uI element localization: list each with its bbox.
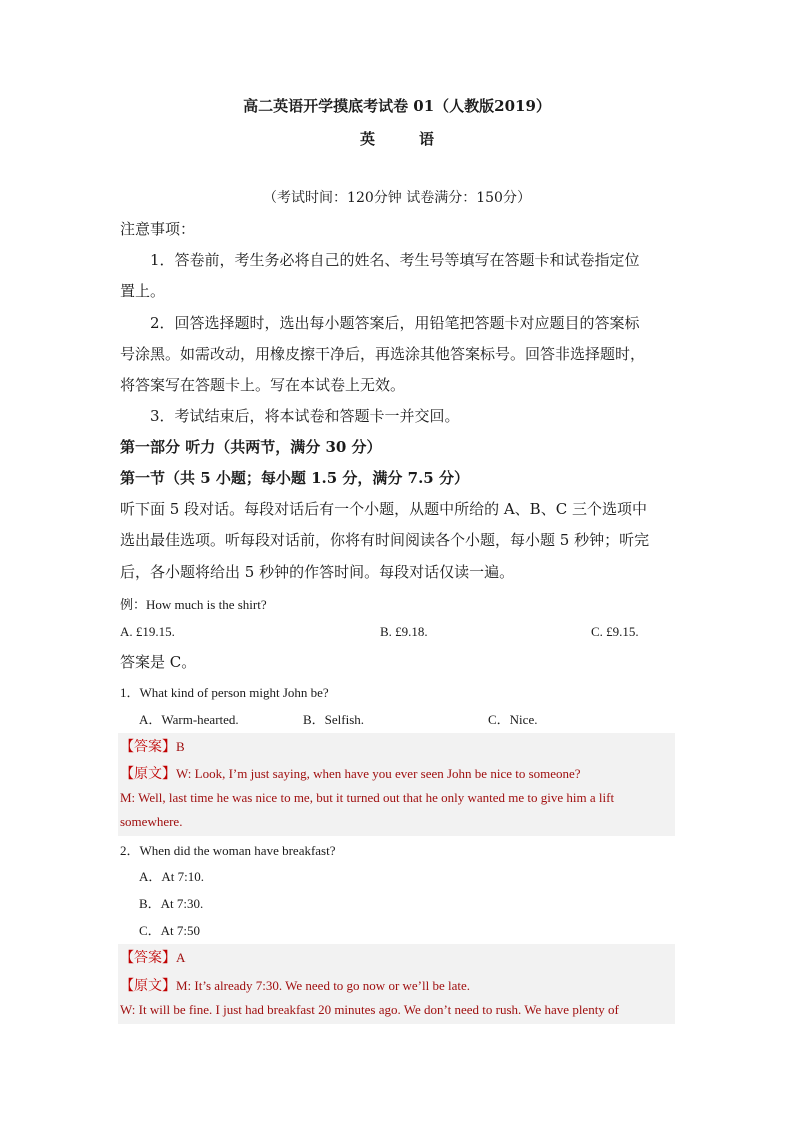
answer-label: 【答案】 — [120, 950, 176, 966]
question-2-option-c: C．At 7:50 — [139, 923, 201, 938]
example-answer: 答案是 C。 — [120, 653, 197, 671]
instruction-line-3: 后，各小题将给出 5 秒钟的作答时间。每段对话仅读一遍。 — [120, 563, 515, 581]
question-1-option-b: B．Selfish. — [303, 712, 365, 727]
question-1-stem: 1．What kind of person might John be? — [120, 685, 329, 700]
subject-char-left: 英 — [359, 130, 375, 148]
example-option-b: B. £9.18. — [380, 624, 428, 639]
instruction-line-2: 选出最佳选项。听每段对话前，你将有时间阅读各个小题，每小题 5 秒钟；听完 — [120, 531, 650, 549]
subject-char-right: 语 — [419, 130, 435, 148]
question-2-transcript-line-1 — [120, 975, 470, 995]
question-1-transcript-line-1 — [120, 763, 581, 783]
example-option-a: A. £19.15. — [120, 624, 175, 639]
question-1-option-a: A．Warm-hearted. — [139, 712, 239, 727]
question-1-option-c: C．Nice. — [488, 712, 538, 727]
transcript-text: M: It’s already 7:30. We need to go now or we’ll be late. — [176, 978, 471, 993]
part-1-heading: 第一部分 听力（共两节，满分 30 分） — [120, 438, 382, 456]
subject-heading — [0, 128, 794, 149]
example-option-c: C. £9.15. — [591, 624, 639, 639]
question-1-answer-block — [118, 733, 675, 836]
answer-value: A — [176, 950, 186, 965]
transcript-label: 【原文】 — [120, 978, 176, 994]
question-2-stem: 2．When did the woman have breakfast? — [120, 843, 336, 858]
question-2-option-a: A．At 7:10. — [139, 869, 205, 884]
notice-item-2-line-2: 号涂黑。如需改动，用橡皮擦干净后，再选涂其他答案标号。回答非选择题时， — [120, 345, 646, 363]
notice-item-2-line-3: 将答案写在答题卡上。写在本试卷上无效。 — [120, 376, 406, 394]
instruction-line-1: 听下面 5 段对话。每段对话后有一个小题，从题中所给的 A、B、C 三个选项中 — [120, 500, 647, 518]
answer-label: 【答案】 — [120, 739, 176, 755]
exam-title: 高二英语开学摸底考试卷 01（人教版2019） — [243, 97, 551, 115]
question-2-answer — [120, 947, 185, 967]
question-2-option-b: B．At 7:30. — [139, 896, 204, 911]
notice-item-2-line-1: 2．回答选择题时，选出每小题答案后，用铅笔把答题卡对应题目的答案标 — [150, 314, 640, 332]
notice-heading: 注意事项： — [120, 220, 196, 238]
section-1-heading: 第一节（共 5 小题；每小题 1.5 分，满分 7.5 分） — [120, 469, 469, 487]
notice-item-3: 3．考试结束后，将本试卷和答题卡一并交回。 — [150, 407, 460, 425]
notice-item-1-line-1: 1．答卷前，考生务必将自己的姓名、考生号等填写在答题卡和试卷指定位 — [150, 251, 640, 269]
question-1-answer — [120, 736, 185, 756]
answer-value: B — [176, 739, 185, 754]
exam-info: （考试时间：120分钟 试卷满分：150分） — [263, 190, 531, 206]
notice-item-1-line-2: 置上。 — [120, 282, 166, 300]
question-1-transcript-line-2: M: Well, last time he was nice to me, but it turned out that he only wanted me to give him a lift — [120, 790, 615, 805]
example-question: 例：How much is the shirt? — [120, 597, 267, 612]
question-2-transcript-line-2: W: It will be fine. I just had breakfast 20 minutes ago. We don’t need to rush. We have plenty of — [120, 1002, 619, 1017]
transcript-text: W: Look, I’m just saying, when have you ever seen John be nice to someone? — [176, 766, 581, 781]
transcript-label: 【原文】 — [120, 766, 176, 782]
question-1-transcript-line-3: somewhere. — [120, 814, 183, 829]
